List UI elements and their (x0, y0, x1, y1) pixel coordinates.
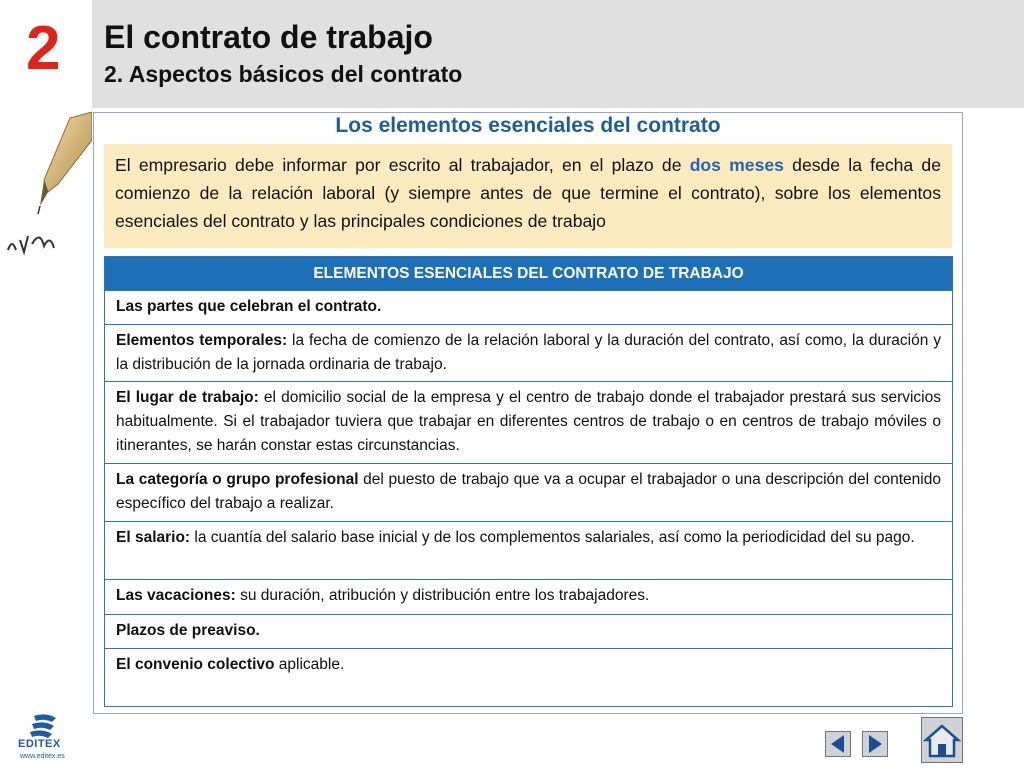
row-bold: El salario: (116, 529, 191, 546)
intro-text-after: desde la fecha de comienzo de la relación laboral (y siempre antes de que termine el contrato), sobre los elementos esenciales del contrato y las principales condiciones de trabajo (115, 155, 941, 231)
triangle-right-icon (863, 732, 887, 756)
row-text: la fecha de comienzo de la relación laboral y la duración del contrato, así como, la duración y la distribución de la jornada ordinaria de trabajo. (116, 332, 941, 373)
row-bold: Plazos de preaviso. (116, 622, 260, 639)
next-button[interactable] (862, 731, 888, 757)
table-header: ELEMENTOS ESENCIALES DEL CONTRATO DE TRABAJO (105, 257, 952, 290)
intro-text-before: El empresario debe informar por escrito al trabajador, en el plazo de (115, 155, 690, 175)
row-bold: Las partes que celebran el contrato. (116, 298, 382, 315)
table-row (105, 463, 952, 521)
row-bold: Elementos temporales: (116, 332, 288, 349)
row-text: aplicable. (274, 656, 345, 673)
triangle-left-icon (826, 732, 850, 756)
table-row (105, 381, 952, 463)
fountain-pen-illustration (0, 110, 92, 260)
section-heading: Los elementos esenciales del contrato (335, 114, 721, 137)
row-bold: La categoría o grupo profesional (116, 471, 359, 488)
table-row (105, 648, 952, 706)
prev-button[interactable] (825, 731, 851, 757)
table-row (105, 324, 952, 381)
home-button[interactable] (921, 717, 963, 763)
page-title: El contrato de trabajo (104, 19, 433, 55)
intro-highlight: dos meses (689, 155, 784, 175)
chapter-number: 2 (26, 14, 61, 83)
table-row (105, 290, 952, 324)
logo-url: www.editex.es (20, 753, 65, 760)
row-text: la cuantía del salario base inicial y de los complementos salariales, así como la periodicidad del su pago. (190, 529, 915, 546)
row-bold: Las vacaciones: (116, 587, 236, 604)
elements-table (104, 256, 953, 707)
table-row (105, 579, 952, 614)
row-text: del puesto de trabajo que va a ocupar el trabajador o una descripción del contenido específico del trabajo a realizar. (116, 471, 941, 512)
row-text: su duración, atribución y distribución entre los trabajadores. (235, 587, 650, 604)
table-row (105, 521, 952, 579)
page-subtitle: 2. Aspectos básicos del contrato (104, 61, 463, 87)
row-bold: El lugar de trabajo: (116, 389, 259, 406)
home-icon (922, 718, 962, 762)
intro-box (104, 144, 952, 248)
row-text: el domicilio social de la empresa y el centro de trabajo donde el trabajador prestará sus servicios habitualmente. Si el trabajador tuviera que trabajar en diferentes centros de trabajo o en centros de trabajo móviles o itinerantes, se harán constar estas circunstancias. (116, 389, 941, 454)
logo-name: EDITEX (18, 738, 61, 750)
table-row (105, 614, 952, 648)
row-bold: El convenio colectivo (116, 656, 275, 673)
